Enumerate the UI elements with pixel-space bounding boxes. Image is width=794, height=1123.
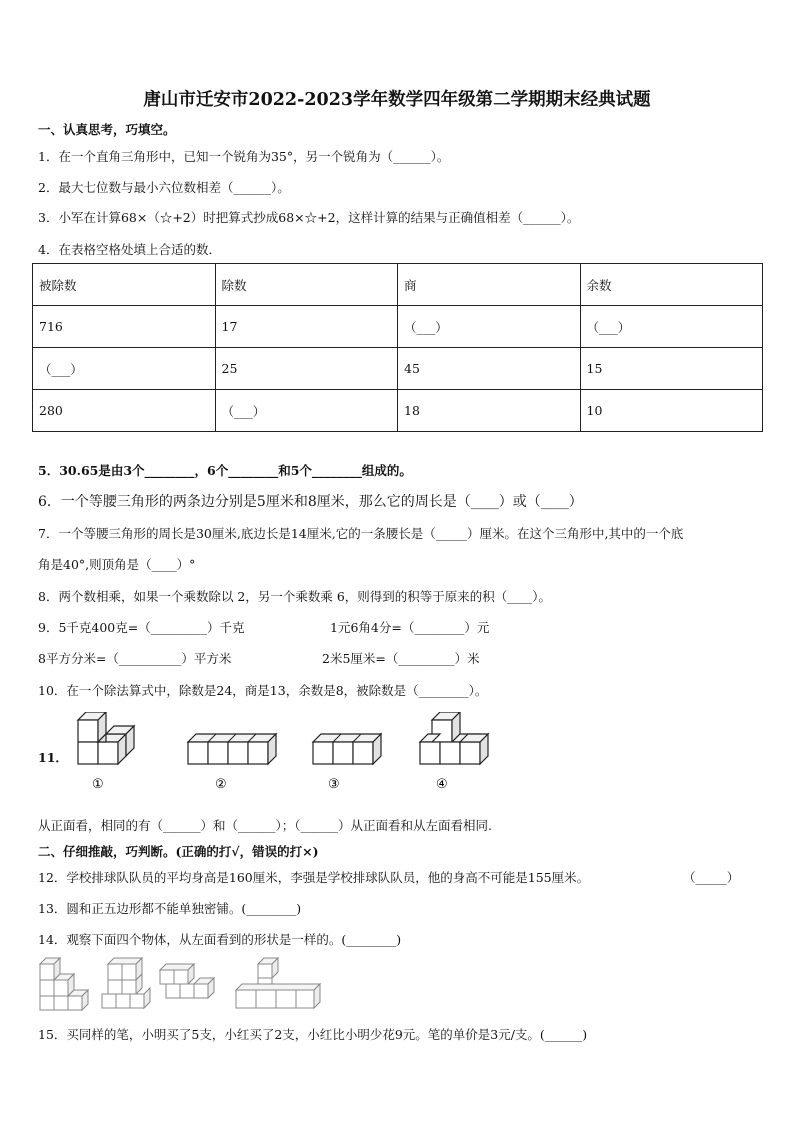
question-10: 10．在一个除法算式中，除数是24，商是13，余数是8，被除数是（________）。: [38, 683, 488, 698]
cube-figure-b: [102, 958, 150, 1008]
table-cell: （___）: [398, 306, 581, 348]
table-row: [33, 348, 763, 390]
cube-figure-3: [313, 734, 381, 764]
table-header-cell: 余数: [580, 264, 763, 306]
question-15: 15．买同样的笔，小明买了5支，小红买了2支，小红比小明少花9元。笔的单价是3元/支。(______): [38, 1027, 588, 1042]
table-cell: 18: [398, 390, 581, 432]
question-13: 13．圆和正五边形都不能单独密铺。(________): [38, 901, 302, 916]
cube-figure-c: [160, 964, 214, 998]
question-3: 3．小军在计算68×（☆+2）时把算式抄成68×☆+2，这样计算的结果与正确值相差（______）。: [38, 210, 580, 225]
table-cell: 716: [33, 306, 216, 348]
question-6: 6．一个等腰三角形的两条边分别是5厘米和8厘米，那么它的周长是（____）或（____）: [38, 494, 583, 510]
question-9-part-b: 1元6角4分=（________）元: [330, 620, 490, 635]
table-cell: 280: [33, 390, 216, 432]
cube-figure-a: [40, 958, 88, 1010]
table-cell: （___）: [580, 306, 763, 348]
section-1-heading: 一、认真思考，巧填空。: [38, 122, 176, 137]
question-9-part-a: 9．5千克400克=（_________）千克: [38, 620, 245, 635]
table-header-cell: 商: [398, 264, 581, 306]
question-5: 5．30.65是由3个________，6个________和5个________组成的。: [38, 463, 412, 478]
table-cell: （___）: [215, 390, 398, 432]
section-2-heading: 二、仔细推敲，巧判断。(正确的打√，错误的打×): [38, 844, 319, 859]
question-1: 1．在一个直角三角形中，已知一个锐角为35°，另一个锐角为（______）。: [38, 149, 450, 164]
table-cell: 25: [215, 348, 398, 390]
question-2: 2．最大七位数与最小六位数相差（______）。: [38, 180, 290, 195]
cube-figure-2: [188, 734, 276, 764]
question-12-blank: （_____）: [683, 870, 740, 885]
table-header-cell: 被除数: [33, 264, 216, 306]
question-7-line2: 角是40°,则顶角是（____）°: [38, 557, 196, 572]
table-cell: 17: [215, 306, 398, 348]
question-8: 8．两个数相乘，如果一个乘数除以 2，另一个乘数乘 6，则得到的积等于原来的积（____）。: [38, 589, 552, 604]
cube-figure-4: [420, 712, 488, 764]
table-cell: 10: [580, 390, 763, 432]
question-9-part-c: 8平方分米=（__________）平方米: [38, 651, 232, 666]
question-14: 14．观察下面四个物体，从左面看到的形状是一样的。(________): [38, 932, 402, 947]
table-header-row: [33, 264, 763, 306]
figure-label-3: ③: [328, 777, 340, 792]
cube-figure-1: [78, 712, 134, 764]
table-header-cell: 除数: [215, 264, 398, 306]
figure-label-2: ②: [215, 777, 227, 792]
table-cell: 15: [580, 348, 763, 390]
question-9-part-d: 2米5厘米=（_________）米: [322, 651, 480, 666]
table-cell: 45: [398, 348, 581, 390]
cube-figure-d: [236, 958, 320, 1008]
figure-label-1: ①: [92, 777, 104, 792]
figure-label-4: ④: [436, 777, 448, 792]
division-table: [32, 263, 763, 432]
page-title: 唐山市迁安市2022-2023学年数学四年级第二学期期末经典试题: [143, 90, 651, 110]
table-cell: （___）: [33, 348, 216, 390]
table-row: [33, 390, 763, 432]
cube-figures-q14: [38, 952, 338, 1012]
question-7-line1: 7．一个等腰三角形的周长是30厘米,底边长是14厘米,它的一条腰长是（_____）厘米。在这个三角形中,其中的一个底: [38, 526, 684, 541]
question-11-text: 从正面看，相同的有（______）和（______）；（______）从正面看和从左面看相同.: [38, 818, 492, 833]
cube-figures-q11: [70, 712, 500, 794]
question-4: 4．在表格空格处填上合适的数．: [38, 242, 221, 257]
question-12: 12．学校排球队队员的平均身高是160厘米，李强是学校排球队队员，他的身高不可能是155厘米。: [38, 870, 590, 885]
question-11-label: 11．: [38, 750, 68, 765]
table-row: [33, 306, 763, 348]
